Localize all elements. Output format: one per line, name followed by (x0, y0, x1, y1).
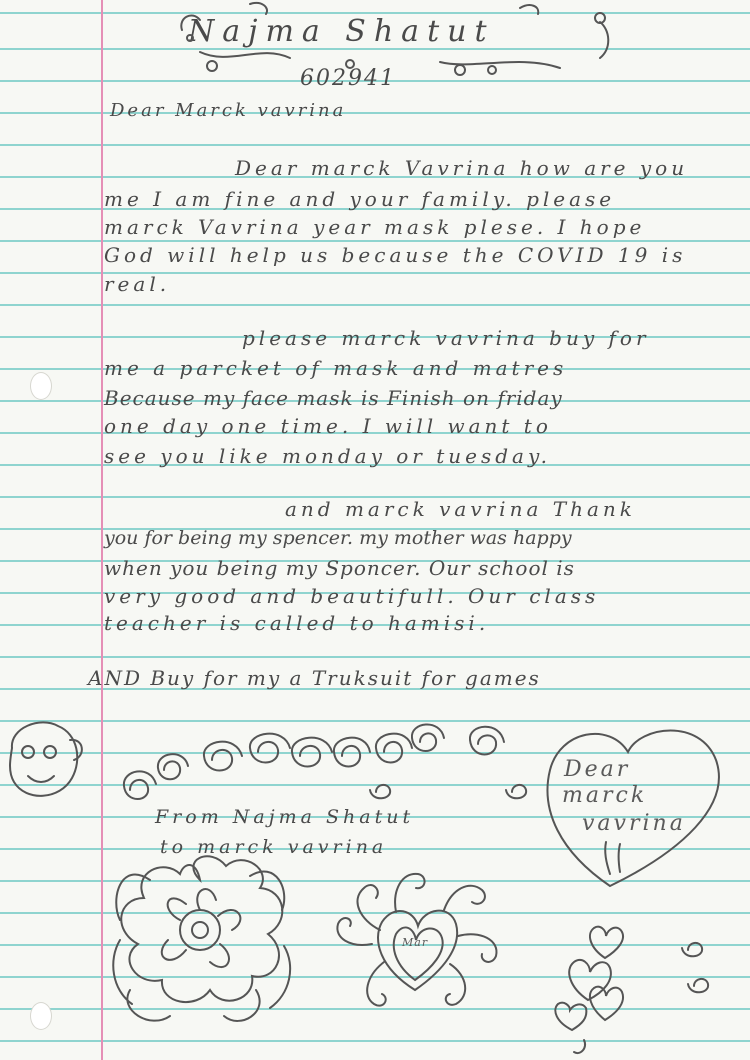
heart-text-line-1: Dear (564, 757, 631, 782)
paragraph-2-line-5: see you like monday or tuesday. (104, 444, 551, 468)
paragraph-3-line-3: when you being my Sponcer. Our school is (104, 556, 575, 580)
paragraph-1-line-2: me I am fine and your family. please (104, 187, 616, 211)
paragraph-1-line-1: Dear marck Vavrina how are you (235, 156, 689, 180)
small-heart-text: Mar (402, 936, 429, 949)
monkey-face-doodle (10, 722, 82, 795)
paragraph-3-line-1: and marck vavrina Thank (285, 497, 636, 521)
heart-text-line-3: vavrina (582, 811, 686, 836)
paragraph-1-line-3: marck Vavrina year mask plese. I hope (104, 215, 646, 239)
paragraph-1-line-4: God will help us because the COVID 19 is (104, 243, 687, 267)
paragraph-2-line-3: Because my face mask is Finish on friday (104, 386, 563, 410)
request-line: AND Buy for my a Truksuit for games (88, 666, 541, 690)
id-number: 602941 (300, 66, 396, 91)
paragraph-2-line-4: one day one time. I will want to (104, 414, 552, 438)
sender-name-heading: Najma Shatut (188, 14, 495, 49)
closing-from: From Najma Shatut (155, 806, 415, 828)
heart-text-line-2: marck (562, 783, 648, 808)
closing-to: to marck vavrina (160, 836, 388, 858)
heart-doodle (548, 731, 719, 887)
paragraph-2-line-2: me a parcket of mask and matres (104, 356, 568, 380)
paragraph-3-line-5: teacher is called to hamisi. (104, 611, 490, 635)
paragraph-3-line-4: very good and beautifull. Our class (104, 584, 600, 608)
header-scroll-doodle (181, 3, 608, 75)
salutation: Dear Marck vavrina (110, 100, 347, 121)
paragraph-1-line-5: real. (104, 272, 171, 296)
small-hearts-doodle (555, 927, 623, 1053)
paragraph-3-line-2: you for being my spencer. my mother was happy (104, 527, 572, 549)
flower-doodle (113, 856, 290, 1021)
paragraph-2-line-1: please marck vavrina buy for (242, 326, 650, 350)
